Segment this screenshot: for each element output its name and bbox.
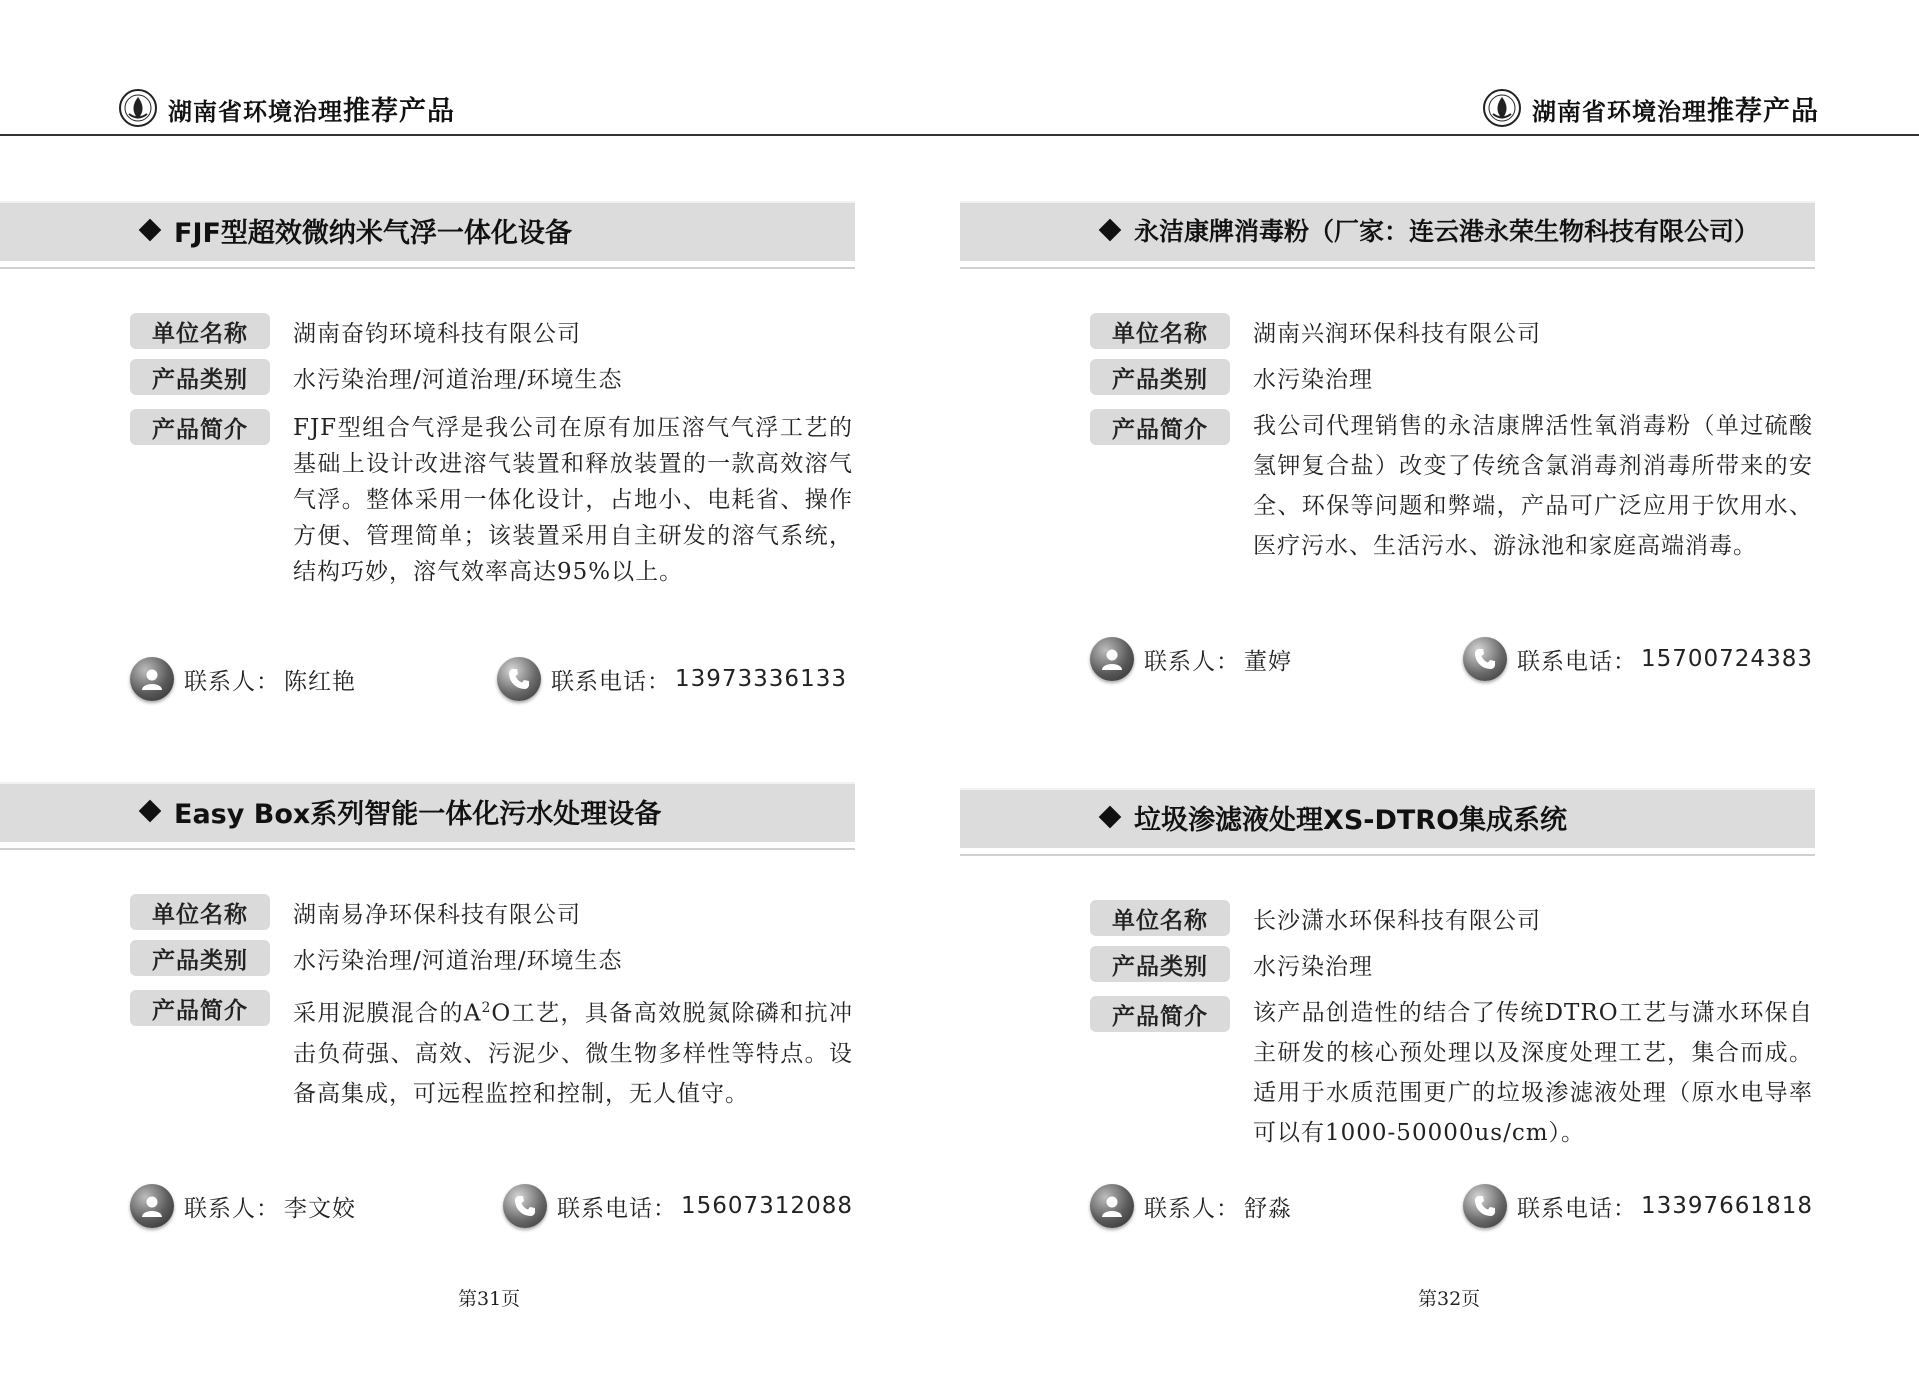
- diamond-icon: [1099, 806, 1122, 829]
- contact-name: 李文姣: [284, 1195, 356, 1222]
- contact-person: [130, 1183, 356, 1229]
- phone-label: 联系电话：: [551, 668, 671, 695]
- category-value: 水污染治理: [1253, 954, 1373, 980]
- contact-person: [130, 656, 356, 702]
- section-title: 垃圾渗滤液处理XS-DTRO集成系统: [1102, 788, 1567, 846]
- phone-number: 15700724383: [1641, 646, 1813, 672]
- category-label: 产品类别: [130, 359, 270, 395]
- unit-label: 单位名称: [1090, 900, 1230, 936]
- header-title: 湖南省环境治理推荐产品: [168, 95, 455, 127]
- contact-phone: [1463, 1183, 1813, 1229]
- category-value: 水污染治理: [1253, 367, 1373, 393]
- person-icon: [1090, 1184, 1134, 1228]
- phone-icon: [503, 1184, 547, 1228]
- header-title: 湖南省环境治理推荐产品: [1532, 95, 1819, 127]
- category-label: 产品类别: [1090, 946, 1230, 982]
- intro-label: 产品简介: [1090, 409, 1230, 445]
- unit-label: 单位名称: [130, 313, 270, 349]
- intro-label: 产品简介: [130, 990, 270, 1026]
- category-value: 水污染治理/河道治理/环境生态: [293, 367, 623, 393]
- section-title: FJF型超效微纳米气浮一体化设备: [142, 201, 572, 259]
- contact-phone: [1463, 636, 1813, 682]
- unit-value: 长沙潇水环保科技有限公司: [1253, 908, 1541, 934]
- contact-name: 陈红艳: [284, 668, 356, 695]
- category-value: 水污染治理/河道治理/环境生态: [293, 948, 623, 974]
- section-title: 永洁康牌消毒粉（厂家：连云港永荣生物科技有限公司）: [1102, 201, 1759, 259]
- phone-icon: [1463, 637, 1507, 681]
- unit-value: 湖南奋钧环境科技有限公司: [293, 321, 581, 347]
- intro-text: 采用泥膜混合的$A^2O$工艺，具备高效脱氮除磷和抗冲击负荷强、高效、污泥少、微生物多样性等特点。设备高集成，可远程监控和控制，无人值守。: [293, 1000, 853, 1107]
- phone-number: 15607312088: [681, 1193, 853, 1219]
- unit-label: 单位名称: [1090, 313, 1230, 349]
- page-number-left: 第31页: [458, 1288, 521, 1310]
- unit-value: 湖南兴润环保科技有限公司: [1253, 321, 1541, 347]
- phone-icon: [1463, 1184, 1507, 1228]
- intro-label: 产品简介: [1090, 996, 1230, 1032]
- contact-phone: [497, 656, 847, 702]
- logo-icon: [1482, 88, 1522, 128]
- contact-person: [1090, 636, 1292, 682]
- intro-text: FJF型组合气浮是我公司在原有加压溶气气浮工艺的基础上设计改进溶气装置和释放装置的一款高效溶气气浮。整体采用一体化设计，占地小、电耗省、操作方便、管理简单；该装置采用自主研发的溶气系统，结构巧妙，溶气效率高达95%以上。: [293, 415, 853, 585]
- contact-label: 联系人：: [184, 1195, 280, 1222]
- person-icon: [1090, 637, 1134, 681]
- unit-value: 湖南易净环保科技有限公司: [293, 902, 581, 928]
- phone-label: 联系电话：: [557, 1195, 677, 1222]
- person-icon: [130, 657, 174, 701]
- contact-phone: [503, 1183, 853, 1229]
- intro-label: 产品简介: [130, 409, 270, 445]
- category-label: 产品类别: [130, 940, 270, 976]
- diamond-icon: [1099, 219, 1122, 242]
- logo-icon: [118, 88, 158, 128]
- page-number-right: 第32页: [1418, 1288, 1481, 1310]
- section-title: Easy Box系列智能一体化污水处理设备: [142, 782, 661, 840]
- person-icon: [130, 1184, 174, 1228]
- phone-number: 13397661818: [1641, 1193, 1813, 1219]
- contact-label: 联系人：: [1144, 1195, 1240, 1222]
- header-right: [1482, 88, 1819, 128]
- diamond-icon: [139, 800, 162, 823]
- contact-name: 舒淼: [1244, 1195, 1292, 1222]
- phone-icon: [497, 657, 541, 701]
- contact-name: 董婷: [1244, 648, 1292, 675]
- contact-label: 联系人：: [1144, 648, 1240, 675]
- contact-person: [1090, 1183, 1292, 1229]
- intro-text: 我公司代理销售的永洁康牌活性氧消毒粉（单过硫酸氢钾复合盐）改变了传统含氯消毒剂消毒所带来的安全、环保等问题和弊端，产品可广泛应用于饮用水、医疗污水、生活污水、游泳池和家庭高端消毒。: [1253, 413, 1813, 559]
- phone-label: 联系电话：: [1517, 1195, 1637, 1222]
- contact-label: 联系人：: [184, 668, 280, 695]
- intro-text: 该产品创造性的结合了传统DTRO工艺与潇水环保自主研发的核心预处理以及深度处理工艺，集合而成。适用于水质范围更广的垃圾渗滤液处理（原水电导率可以有1000-50000us/cm）。: [1253, 1000, 1813, 1146]
- phone-label: 联系电话：: [1517, 648, 1637, 675]
- unit-label: 单位名称: [130, 894, 270, 930]
- header-rule: [0, 134, 1919, 136]
- header-left: [118, 88, 455, 128]
- phone-number: 13973336133: [675, 666, 847, 692]
- diamond-icon: [139, 219, 162, 242]
- category-label: 产品类别: [1090, 359, 1230, 395]
